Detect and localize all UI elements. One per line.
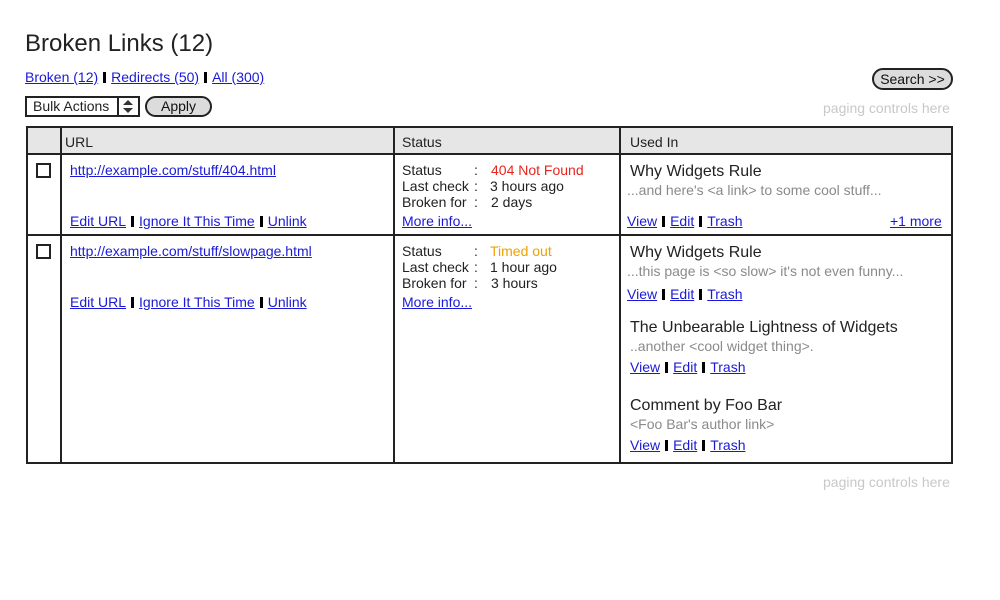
trash-link[interactable]: Trash (707, 213, 743, 229)
select-arrows-icon (117, 98, 138, 115)
column-divider (60, 128, 62, 462)
used-in-title: Why Widgets Rule (630, 163, 762, 180)
used-in-title: The Unbearable Lightness of Widgets (630, 319, 898, 336)
row-checkbox[interactable] (36, 244, 51, 259)
used-in-title: Comment by Foo Bar (630, 397, 783, 414)
filter-links (25, 69, 264, 85)
column-header-status[interactable]: Status (402, 134, 442, 150)
column-header-used-in[interactable]: Used In (630, 134, 679, 150)
view-link[interactable]: View (630, 437, 661, 453)
bulk-actions-value: Bulk Actions (33, 98, 110, 114)
page-title: Broken Links (12) (25, 30, 214, 57)
paging-controls-top: paging controls here (823, 100, 950, 116)
trash-link[interactable]: Trash (707, 286, 743, 302)
status-details: Status : 404 Not Found Last check : 3 hours ago Broken for : 2 days (402, 162, 584, 210)
used-in-actions (627, 213, 743, 229)
view-link[interactable]: View (630, 359, 661, 375)
filter-redirects[interactable]: Redirects (50) (111, 69, 200, 85)
apply-button[interactable]: Apply (145, 96, 212, 117)
edit-url-link[interactable]: Edit URL (70, 294, 127, 310)
broken-url-link[interactable]: http://example.com/stuff/slowpage.html (70, 243, 312, 259)
used-in-title: Why Widgets Rule (630, 244, 762, 261)
used-in-actions (630, 359, 746, 375)
view-link[interactable]: View (627, 213, 658, 229)
ignore-link[interactable]: Ignore It This Time (139, 213, 255, 229)
used-in-actions (627, 286, 743, 302)
separator (103, 72, 106, 83)
view-link[interactable]: View (627, 286, 658, 302)
search-button[interactable]: Search >> (872, 68, 953, 90)
status-badge: Timed out (490, 243, 552, 259)
used-in-excerpt: ..another <cool widget thing>. (630, 338, 814, 354)
status-details: Status : Timed out Last check : 1 hour ago Broken for : 3 hours (402, 243, 557, 291)
edit-link[interactable]: Edit (673, 359, 698, 375)
broken-links-table (26, 126, 953, 464)
column-divider (619, 128, 621, 462)
paging-controls-bottom: paging controls here (823, 474, 950, 490)
last-check-value: 3 hours ago (490, 178, 564, 194)
used-in-excerpt: ...this page is <so slow> it's not even funny... (627, 263, 904, 279)
ignore-link[interactable]: Ignore It This Time (139, 294, 255, 310)
separator (204, 72, 207, 83)
status-badge: 404 Not Found (491, 162, 584, 178)
used-in-excerpt: <Foo Bar's author link> (630, 416, 775, 432)
row-checkbox[interactable] (36, 163, 51, 178)
table-header (28, 128, 951, 155)
column-divider (393, 128, 395, 462)
row-actions (70, 294, 307, 310)
last-check-value: 1 hour ago (490, 259, 557, 275)
unlink-link[interactable]: Unlink (267, 213, 307, 229)
edit-link[interactable]: Edit (670, 213, 695, 229)
bulk-actions-select[interactable] (25, 96, 140, 117)
row-actions (70, 213, 307, 229)
edit-link[interactable]: Edit (673, 437, 698, 453)
broken-for-value: 3 hours (491, 275, 538, 291)
used-in-actions (630, 437, 746, 453)
trash-link[interactable]: Trash (710, 437, 746, 453)
edit-link[interactable]: Edit (670, 286, 695, 302)
edit-url-link[interactable]: Edit URL (70, 213, 127, 229)
filter-broken[interactable]: Broken (12) (25, 69, 99, 85)
more-info-link[interactable]: More info... (402, 213, 473, 229)
filter-all[interactable]: All (300) (212, 69, 265, 85)
unlink-link[interactable]: Unlink (267, 294, 307, 310)
used-in-excerpt: ...and here's <a link> to some cool stuff... (627, 182, 882, 198)
column-header-url[interactable]: URL (65, 134, 94, 150)
more-usages-link[interactable]: +1 more (890, 213, 942, 229)
more-info-link[interactable]: More info... (402, 294, 473, 310)
trash-link[interactable]: Trash (710, 359, 746, 375)
row-divider (28, 234, 951, 236)
broken-for-value: 2 days (491, 194, 533, 210)
broken-url-link[interactable]: http://example.com/stuff/404.html (70, 162, 276, 178)
